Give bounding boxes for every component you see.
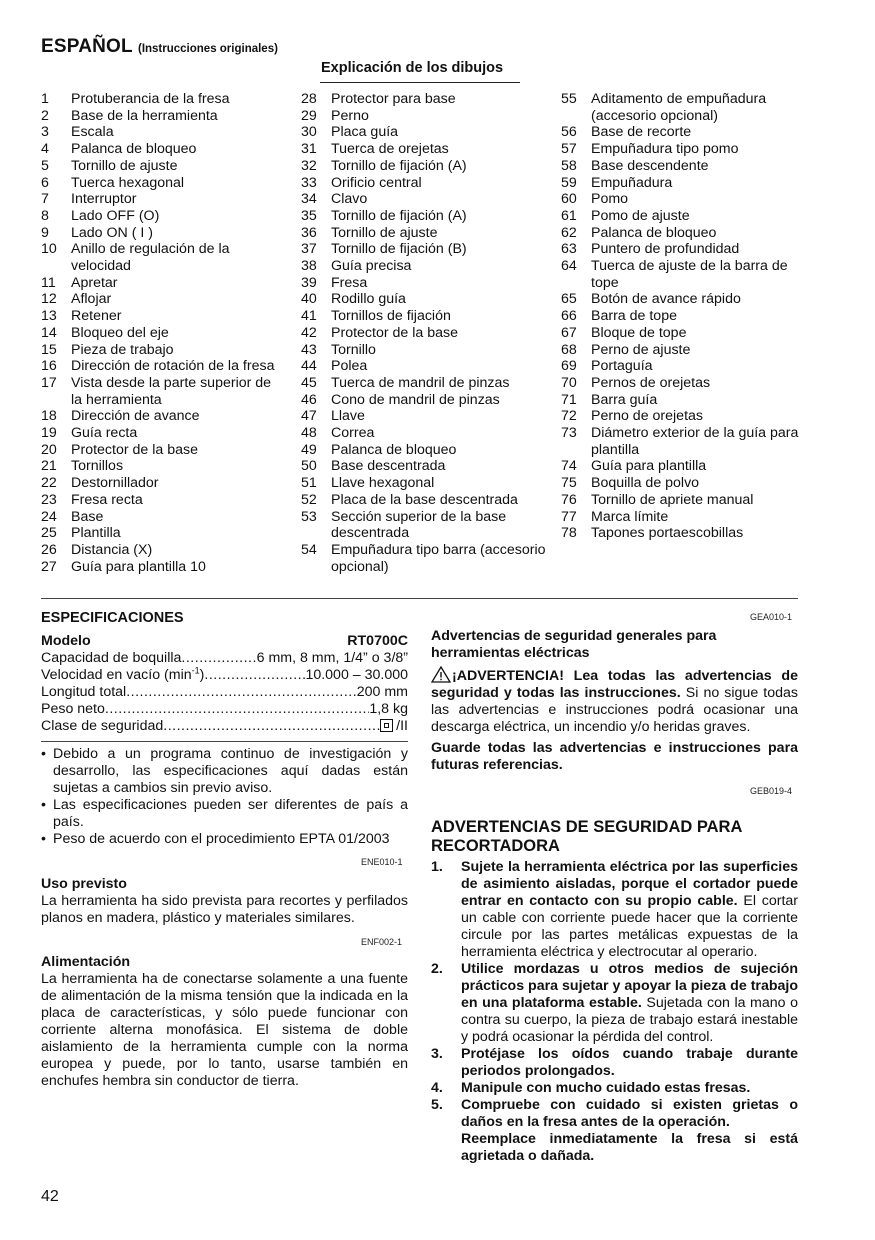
- trimmer-warnings-list: [431, 859, 798, 1165]
- spec-notes: [41, 746, 408, 848]
- legend-item: [41, 559, 286, 576]
- legend-item: [561, 208, 801, 225]
- legend-item-label: Protector de la base: [71, 441, 198, 458]
- legend-item-number: 27: [41, 558, 57, 575]
- legend-item-number: 1: [41, 91, 49, 107]
- legend-item: [561, 342, 801, 359]
- trimmer-warnings-title: ADVERTENCIAS DE SEGURIDAD PARA RECORTADORA: [431, 818, 742, 855]
- legend-item-label: Lado ON ( I ): [71, 224, 154, 241]
- legend-item: [301, 392, 546, 409]
- legend-item-number: 66: [561, 308, 577, 325]
- legend-item: [41, 458, 286, 475]
- power-supply-title: Alimentación: [41, 954, 131, 970]
- legend-item-number: 36: [301, 224, 317, 241]
- legend-item: [301, 425, 546, 442]
- legend-item-label: Lado OFF (O): [71, 207, 160, 224]
- legend-item-label: Aditamento de empuñadura (accesorio opcional): [591, 91, 767, 124]
- legend-item-number: 6: [41, 174, 49, 191]
- spec-label: Longitud total: [41, 684, 127, 700]
- legend-item-label: Rodillo guía: [331, 291, 406, 308]
- legend-item-number: 69: [561, 358, 577, 375]
- section-code: ENF002-1: [361, 937, 403, 947]
- legend-item-label: Portaguía: [591, 358, 653, 375]
- legend-item-label: Dirección de avance: [71, 408, 200, 425]
- legend-item-number: 61: [561, 207, 577, 224]
- legend-item-number: 51: [301, 475, 317, 492]
- legend-item-label: Aflojar: [71, 291, 112, 308]
- general-warning-paragraph: [431, 666, 798, 736]
- legend-item-label: Tornillo de ajuste: [331, 224, 438, 241]
- legend-item-number: 72: [561, 408, 577, 425]
- legend-item-number: 64: [561, 258, 577, 275]
- legend-item-number: 11: [41, 274, 56, 291]
- legend-item-label: Guía recta: [71, 425, 138, 442]
- legend-item-number: 78: [561, 525, 577, 542]
- legend-item-number: 19: [41, 425, 57, 442]
- legend-item-number: 65: [561, 291, 577, 308]
- legend-item-label: Tornillos: [71, 458, 124, 475]
- spec-row: [41, 667, 408, 684]
- legend-item: [301, 158, 546, 175]
- legend-item: [41, 475, 286, 492]
- legend-item-label: Palanca de bloqueo: [591, 224, 717, 241]
- legend-item-number: 8: [41, 207, 49, 224]
- legend-item-label: Base: [71, 508, 104, 525]
- legend-item: [41, 492, 286, 509]
- legend-item: [301, 208, 546, 225]
- legend-item-number: 39: [301, 274, 317, 291]
- legend-item: [301, 542, 546, 575]
- legend-item-label: Orificio central: [331, 174, 422, 191]
- legend-item: [561, 509, 801, 526]
- legend-item-label: Sección superior de la base descentrada: [331, 508, 507, 542]
- legend-item-label: Anillo de regulación de la velocidad: [71, 241, 230, 275]
- legend-item: [301, 258, 546, 275]
- leader-dots: [204, 667, 305, 684]
- legend-item-number: 67: [561, 324, 577, 341]
- legend-item-label: Marca límite: [591, 508, 669, 525]
- legend-item-label: Vista desde la parte superior de la herramienta: [71, 374, 272, 408]
- leader-dots: [163, 718, 380, 735]
- legend-item-label: Perno: [331, 107, 369, 124]
- legend-item: [41, 208, 286, 225]
- intended-use-title: Uso previsto: [41, 876, 127, 892]
- legend-item: [41, 525, 286, 542]
- legend-item: [301, 509, 546, 542]
- list-item: 3. Protéjase los oídos cuando trabaje durante periodos prolongados.: [431, 1046, 798, 1079]
- legend-item: [301, 108, 546, 125]
- legend-title: Explicación de los dibujos: [321, 60, 504, 76]
- legend-item-number: 37: [301, 241, 317, 258]
- legend-item-number: 4: [41, 141, 49, 158]
- legend-column-2: [301, 91, 546, 575]
- legend-item-number: 38: [301, 258, 317, 275]
- warning-bold-text: ¡ADVERTENCIA! Lea todas las advertencias de seguridad y todas las instrucciones.: [431, 668, 798, 701]
- legend-item-label: Base de la herramienta: [71, 107, 218, 124]
- section-code: ENE010-1: [361, 857, 403, 867]
- legend-item-label: Tornillo de ajuste: [71, 157, 178, 174]
- legend-item-number: 45: [301, 374, 317, 391]
- legend-item-number: 16: [41, 358, 57, 375]
- legend-item: [41, 291, 286, 308]
- legend-item-label: Empuñadura: [591, 174, 673, 191]
- intended-use-text: La herramienta ha sido prevista para recortes y perfilados planos en madera, plástico y materiales similares.: [41, 893, 408, 926]
- legend-item-label: Barra de tope: [591, 308, 677, 325]
- legend-item: [561, 124, 801, 141]
- language-heading: [41, 36, 278, 58]
- leader-dots: [105, 701, 369, 718]
- legend-item: [561, 175, 801, 192]
- legend-item: [41, 158, 286, 175]
- legend-item-label: Escala: [71, 124, 114, 141]
- legend-item: [561, 375, 801, 392]
- spec-value: 10.000 – 30.000: [305, 667, 408, 683]
- legend-column-3: [561, 91, 801, 542]
- legend-item-number: 70: [561, 374, 577, 391]
- legend-item-number: 30: [301, 124, 317, 141]
- legend-item-label: Dirección de rotación de la fresa: [71, 358, 275, 375]
- legend-item: [561, 325, 801, 342]
- list-item: • Debido a un programa continuo de investigación y desarrollo, las especificaciones aquí dadas están sujetas a cambios sin previo aviso.: [41, 746, 408, 796]
- legend-item-label: Tornillo: [331, 341, 376, 358]
- legend-item: [41, 442, 286, 459]
- legend-item-label: Pomo: [591, 191, 629, 208]
- legend-item-number: 76: [561, 491, 577, 508]
- legend-item-number: 68: [561, 341, 577, 358]
- legend-item-label: Empuñadura tipo barra (accesorio opcional): [331, 541, 546, 575]
- legend-item-label: Protector para base: [331, 91, 456, 107]
- spec-value: /II: [380, 718, 408, 735]
- legend-item-label: Tuerca de ajuste de la barra de tope: [591, 258, 788, 291]
- legend-item-label: Bloqueo del eje: [71, 324, 169, 341]
- legend-item-label: Correa: [331, 425, 375, 442]
- legend-item: [561, 191, 801, 208]
- legend-item-number: 23: [41, 491, 57, 508]
- double-insulation-icon: [380, 719, 393, 732]
- language-title: ESPAÑOL: [41, 36, 133, 57]
- legend-item-number: 53: [301, 508, 317, 525]
- legend-item-label: Guía precisa: [331, 258, 412, 275]
- section-code: GEA010-1: [750, 612, 793, 622]
- legend-item-number: 75: [561, 475, 577, 492]
- legend-item: [301, 442, 546, 459]
- language-subtitle: (Instrucciones originales): [137, 43, 278, 55]
- power-supply-text: La herramienta ha de conectarse solamente a una fuente de alimentación de la misma tensión que la indicada en la placa de características, y sólo puede funcionar con corriente alterna monofásica. El sistema de doble aislamiento de la herramienta cumple con la norma europea y puede, por lo tanto, usarse también en enchufes hembra sin conductor de tierra.: [41, 971, 408, 1089]
- legend-item-label: Tornillo de apriete manual: [591, 491, 754, 508]
- legend-item-number: 58: [561, 157, 577, 174]
- legend-item: [561, 308, 801, 325]
- legend-item: [561, 492, 801, 509]
- legend-item: [41, 325, 286, 342]
- legend-item: [41, 108, 286, 125]
- legend-item: [41, 275, 286, 292]
- legend-item-number: 32: [301, 157, 317, 174]
- spec-label: Peso neto: [41, 701, 105, 717]
- spec-value: 6 mm, 8 mm, 1/4” o 3/8”: [256, 650, 408, 666]
- legend-item-label: Pomo de ajuste: [591, 207, 690, 224]
- legend-item-number: 47: [301, 408, 317, 425]
- legend-item-number: 44: [301, 358, 317, 375]
- legend-item: [301, 291, 546, 308]
- warning-text: Si no sigue todas las advertencias e instrucciones podrá ocasionar una descarga eléctrica, un incendio y/o heridas graves.: [431, 685, 798, 735]
- list-item: 5. Compruebe con cuidado si existen grietas o daños en la fresa antes de la operación. Reemplace inmediatamente la fresa si está agrietada o dañada.: [431, 1097, 798, 1164]
- legend-item-label: Plantilla: [71, 525, 121, 542]
- legend-item: [561, 258, 801, 291]
- legend-item: [561, 225, 801, 242]
- legend-item-number: 34: [301, 191, 317, 208]
- legend-item: [301, 325, 546, 342]
- legend-item-label: Pieza de trabajo: [71, 341, 174, 358]
- legend-item-number: 63: [561, 241, 577, 258]
- list-item: 1. Sujete la herramienta eléctrica por las superficies de asimiento aisladas, porque el cortador puede entrar en contacto con su propio cable. El cortar un cable con corriente puede hacer que la corriente circule por las partes metálicas expuestas de la herramienta eléctrica y electrocutar al operario.: [431, 859, 798, 960]
- legend-item: [561, 392, 801, 409]
- legend-item-number: 74: [561, 458, 577, 475]
- legend-item: [301, 458, 546, 475]
- legend-item-number: 42: [301, 324, 317, 341]
- spec-row: [41, 701, 408, 718]
- legend-item: [41, 358, 286, 375]
- spec-row-model: [41, 633, 408, 650]
- legend-item: [41, 225, 286, 242]
- legend-item-number: 55: [561, 91, 577, 107]
- legend-item-number: 46: [301, 391, 317, 408]
- legend-item-label: Tornillo de fijación (A): [331, 207, 467, 224]
- legend-item: [301, 275, 546, 292]
- legend-item-number: 28: [301, 91, 317, 107]
- legend-item-number: 26: [41, 541, 57, 558]
- legend-item: [41, 141, 286, 158]
- legend-item-number: 48: [301, 425, 317, 442]
- legend-item-number: 62: [561, 224, 577, 241]
- legend-item-label: Protector de la base: [331, 324, 458, 341]
- legend-title-underline: [320, 82, 520, 83]
- legend-item-label: Protuberancia de la fresa: [71, 91, 230, 107]
- specifications-table: [41, 633, 408, 735]
- legend-item-label: Guía para plantilla: [591, 458, 707, 475]
- legend-item-number: 17: [41, 374, 57, 391]
- legend-item: [561, 458, 801, 475]
- legend-item: [41, 425, 286, 442]
- legend-item: [41, 175, 286, 192]
- spec-label: Capacidad de boquilla: [41, 650, 182, 666]
- legend-item-number: 2: [41, 107, 49, 124]
- legend-item-label: Cono de mandril de pinzas: [331, 391, 500, 408]
- legend-item-label: Base descendente: [591, 157, 709, 174]
- legend-item-number: 18: [41, 408, 57, 425]
- legend-item-label: Palanca de bloqueo: [331, 441, 457, 458]
- legend-item: [41, 91, 286, 108]
- legend-item: [301, 375, 546, 392]
- legend-item: [561, 408, 801, 425]
- legend-item-number: 40: [301, 291, 317, 308]
- legend-item: [41, 342, 286, 359]
- legend-item-number: 57: [561, 141, 577, 158]
- legend-item: [301, 492, 546, 509]
- spec-row: [41, 718, 408, 735]
- legend-item-number: 14: [41, 324, 57, 341]
- legend-item-label: Tornillos de fijación: [331, 308, 451, 325]
- legend-item-number: 56: [561, 124, 577, 141]
- legend-item-label: Puntero de profundidad: [591, 241, 740, 258]
- legend-item-label: Llave: [331, 408, 365, 425]
- legend-item-number: 60: [561, 191, 577, 208]
- spec-value: 1,8 kg: [369, 701, 408, 717]
- section-divider: [41, 598, 798, 599]
- warning-triangle-icon: [431, 666, 451, 683]
- legend-item-number: 15: [41, 341, 57, 358]
- legend-item-number: 3: [41, 124, 49, 141]
- legend-item-label: Perno de ajuste: [591, 341, 691, 358]
- legend-item-label: Tornillo de fijación (A): [331, 157, 467, 174]
- legend-item: [301, 141, 546, 158]
- legend-item: [41, 375, 286, 408]
- legend-item: [561, 291, 801, 308]
- legend-item-number: 43: [301, 341, 317, 358]
- list-item: 4. Manipule con mucho cuidado estas fresas.: [431, 1080, 751, 1096]
- legend-item-number: 12: [41, 291, 57, 308]
- legend-item: [301, 191, 546, 208]
- legend-item-number: 59: [561, 174, 577, 191]
- legend-item-label: Barra guía: [591, 391, 658, 408]
- legend-item-number: 10: [41, 241, 57, 258]
- legend-item-number: 77: [561, 508, 577, 525]
- legend-item: [561, 475, 801, 492]
- legend-item-number: 73: [561, 425, 577, 442]
- legend-item: [561, 425, 801, 458]
- legend-item-label: Base descentrada: [331, 458, 446, 475]
- legend-item: [301, 358, 546, 375]
- legend-item-label: Pernos de orejetas: [591, 374, 711, 391]
- legend-item-label: Boquilla de polvo: [591, 475, 700, 492]
- legend-item-number: 7: [41, 191, 49, 208]
- legend-item-label: Tuerca de orejetas: [331, 141, 449, 158]
- legend-item-number: 49: [301, 441, 317, 458]
- legend-item-label: Clavo: [331, 191, 368, 208]
- legend-item-label: Apretar: [71, 274, 118, 291]
- legend-item: [301, 408, 546, 425]
- legend-item: [41, 124, 286, 141]
- list-item: 2. Utilice mordazas u otros medios de sujeción prácticos para sujetar y apoyar la pieza de trabajo en una plataforma estable. Sujetada con la mano o contra su cuerpo, la pieza de trabajo estará inestable y podrá ocasionar la pérdida del control.: [431, 961, 798, 1045]
- list-item: • Peso de acuerdo con el procedimiento EPTA 01/2003: [41, 831, 390, 847]
- legend-item-number: 50: [301, 458, 317, 475]
- legend-item-label: Botón de avance rápido: [591, 291, 741, 308]
- legend-item: [301, 342, 546, 359]
- spec-divider: [41, 741, 408, 742]
- legend-item-label: Base de recorte: [591, 124, 692, 141]
- legend-item: [561, 91, 801, 124]
- legend-item-number: 21: [41, 458, 57, 475]
- legend-item-number: 54: [301, 541, 317, 558]
- legend-item: [41, 542, 286, 559]
- legend-item-label: Polea: [331, 358, 368, 375]
- legend-item: [41, 308, 286, 325]
- legend-item-label: Interruptor: [71, 191, 137, 208]
- legend-item-label: Placa guía: [331, 124, 399, 141]
- general-warnings-title: Advertencias de seguridad generales para herramientas eléctricas: [431, 628, 717, 661]
- legend-item-label: Distancia (X): [71, 541, 153, 558]
- legend-item-number: 52: [301, 491, 317, 508]
- legend-item-number: 35: [301, 207, 317, 224]
- leader-dots: [126, 684, 357, 701]
- legend-item-number: 33: [301, 174, 317, 191]
- legend-item-label: Bloque de tope: [591, 324, 687, 341]
- legend-item: [301, 308, 546, 325]
- legend-item: [41, 509, 286, 526]
- legend-item-number: 22: [41, 475, 57, 492]
- legend-item: [301, 175, 546, 192]
- list-item: • Las especificaciones pueden ser diferentes de país a país.: [41, 797, 408, 830]
- legend-item-label: Perno de orejetas: [591, 408, 703, 425]
- legend-item-number: 20: [41, 441, 57, 458]
- legend-item: [41, 191, 286, 208]
- legend-item: [561, 358, 801, 375]
- legend-item-label: Tuerca hexagonal: [71, 174, 185, 191]
- legend-item: [301, 91, 546, 108]
- legend-item-number: 13: [41, 308, 57, 325]
- legend-item-label: Placa de la base descentrada: [331, 491, 518, 508]
- legend-item-number: 29: [301, 107, 317, 124]
- legend-item-label: Guía para plantilla 10: [71, 558, 206, 575]
- legend-item-number: 24: [41, 508, 57, 525]
- legend-item-label: Palanca de bloqueo: [71, 141, 197, 158]
- legend-item-number: 5: [41, 157, 49, 174]
- legend-item-number: 31: [301, 141, 317, 158]
- legend-item-label: Empuñadura tipo pomo: [591, 141, 739, 158]
- legend-column-1: [41, 91, 286, 575]
- legend-item-number: 9: [41, 224, 49, 241]
- legend-item: [41, 408, 286, 425]
- legend-item-number: 71: [561, 391, 577, 408]
- legend-item-label: Destornillador: [71, 475, 159, 492]
- section-code: GEB019-4: [750, 786, 793, 796]
- legend-item: [301, 225, 546, 242]
- spec-row: [41, 650, 408, 667]
- legend-item: [41, 241, 286, 274]
- spec-model-label: Modelo: [41, 633, 91, 649]
- legend-item: [561, 158, 801, 175]
- legend-item: [301, 475, 546, 492]
- legend-item-label: Llave hexagonal: [331, 475, 435, 492]
- legend-item-label: Tuerca de mandril de pinzas: [331, 374, 510, 391]
- legend-item-number: 41: [301, 308, 317, 325]
- page-number: 42: [41, 1188, 59, 1205]
- legend-item-label: Tornillo de fijación (B): [331, 241, 467, 258]
- legend-item-label: Retener: [71, 308, 122, 325]
- legend-item: [301, 124, 546, 141]
- legend-item: [561, 525, 801, 542]
- spec-row: [41, 684, 408, 701]
- legend-item-label: Tapones portaescobillas: [591, 525, 744, 542]
- legend-item-label: Diámetro exterior de la guía para plantilla: [591, 425, 799, 458]
- legend-item: [301, 241, 546, 258]
- specifications-title: ESPECIFICACIONES: [41, 610, 184, 626]
- legend-item-number: 25: [41, 525, 57, 542]
- spec-label: Velocidad en vacío $(\min^{-1})$: [41, 665, 205, 683]
- keep-instructions-text: Guarde todas las advertencias e instrucciones para futuras referencias.: [431, 740, 798, 773]
- spec-model-value: RT0700C: [347, 633, 408, 649]
- spec-label: Clase de seguridad: [41, 718, 164, 734]
- legend-item-label: Fresa recta: [71, 491, 143, 508]
- spec-value: 200 mm: [356, 684, 408, 700]
- legend-item-label: Fresa: [331, 274, 368, 291]
- legend-item: [561, 241, 801, 258]
- legend-item: [561, 141, 801, 158]
